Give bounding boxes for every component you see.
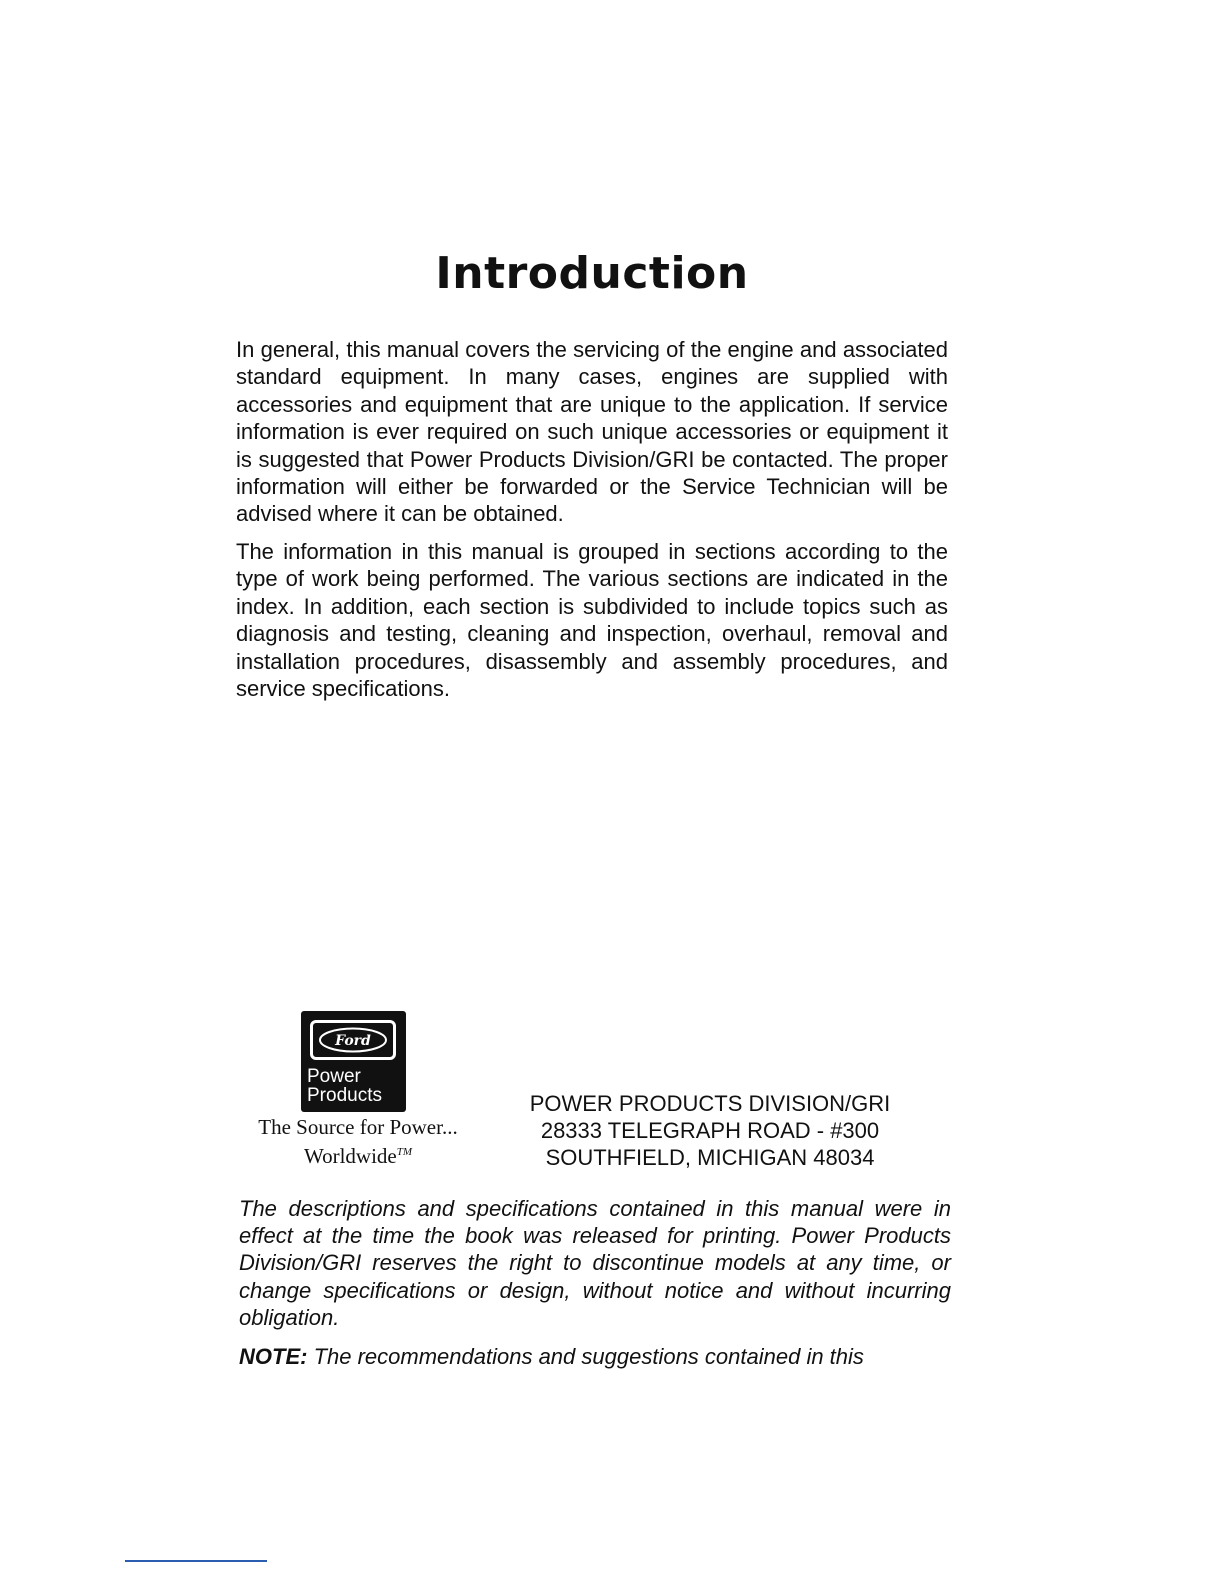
disclaimer-paragraph: The descriptions and specifications contained in this manual were in effect at the time the book was released for printing. Power Products Division/GRI reserves the right to discontinue models at any time, or change specifications or design, without notice and without incurring obligation. [239, 1196, 951, 1330]
ford-brand-text: Ford [335, 1033, 371, 1049]
logo-tagline [232, 1115, 484, 1169]
logo-text [307, 1067, 382, 1105]
intro-paragraph-1: In general, this manual covers the servicing of the engine and associated standard equipment. In many cases, engines are supplied with accessories and equipment that are unique to the application. If service information is ever required on such unique accessories or equipment it is suggested that Power Products Division/GRI be contacted. The proper information will either be forwarded or the Service Technician will be advised where it can be obtained. [236, 337, 948, 527]
ford-oval-icon [318, 1027, 388, 1053]
trademark-mark: TM [396, 1146, 413, 1158]
note-text: The recommendations and suggestions contained in this [313, 1344, 864, 1369]
address-line-2: 28333 TELEGRAPH ROAD - #300 [540, 1118, 880, 1143]
ford-oval-logo [310, 1020, 396, 1060]
tagline-worldwide: Worldwide [303, 1144, 397, 1168]
ford-power-products-logo [301, 1011, 406, 1112]
tagline-line-1: The Source for Power... [258, 1115, 458, 1139]
logo-line-products: Products [307, 1085, 382, 1106]
intro-paragraph-2: The information in this manual is grouped in sections according to the type of work being performed. The various sections are indicated in the index. In addition, each section is subdivided to include topics such as diagnosis and testing, cleaning and inspection, overhaul, removal and installation procedures, disassembly and assembly procedures, and service specifications. [236, 539, 948, 702]
address-line-3: SOUTHFIELD, MICHIGAN 48034 [545, 1145, 875, 1170]
note-paragraph [239, 1343, 951, 1376]
tagline-line-2 [232, 1140, 484, 1169]
company-address [505, 1090, 915, 1171]
footer-rule [125, 1560, 267, 1562]
logo-line-power: Power [307, 1066, 361, 1087]
address-line-1: POWER PRODUCTS DIVISION/GRI [529, 1091, 891, 1116]
note-label: NOTE: [239, 1344, 308, 1369]
page-title: Introduction [435, 248, 749, 299]
